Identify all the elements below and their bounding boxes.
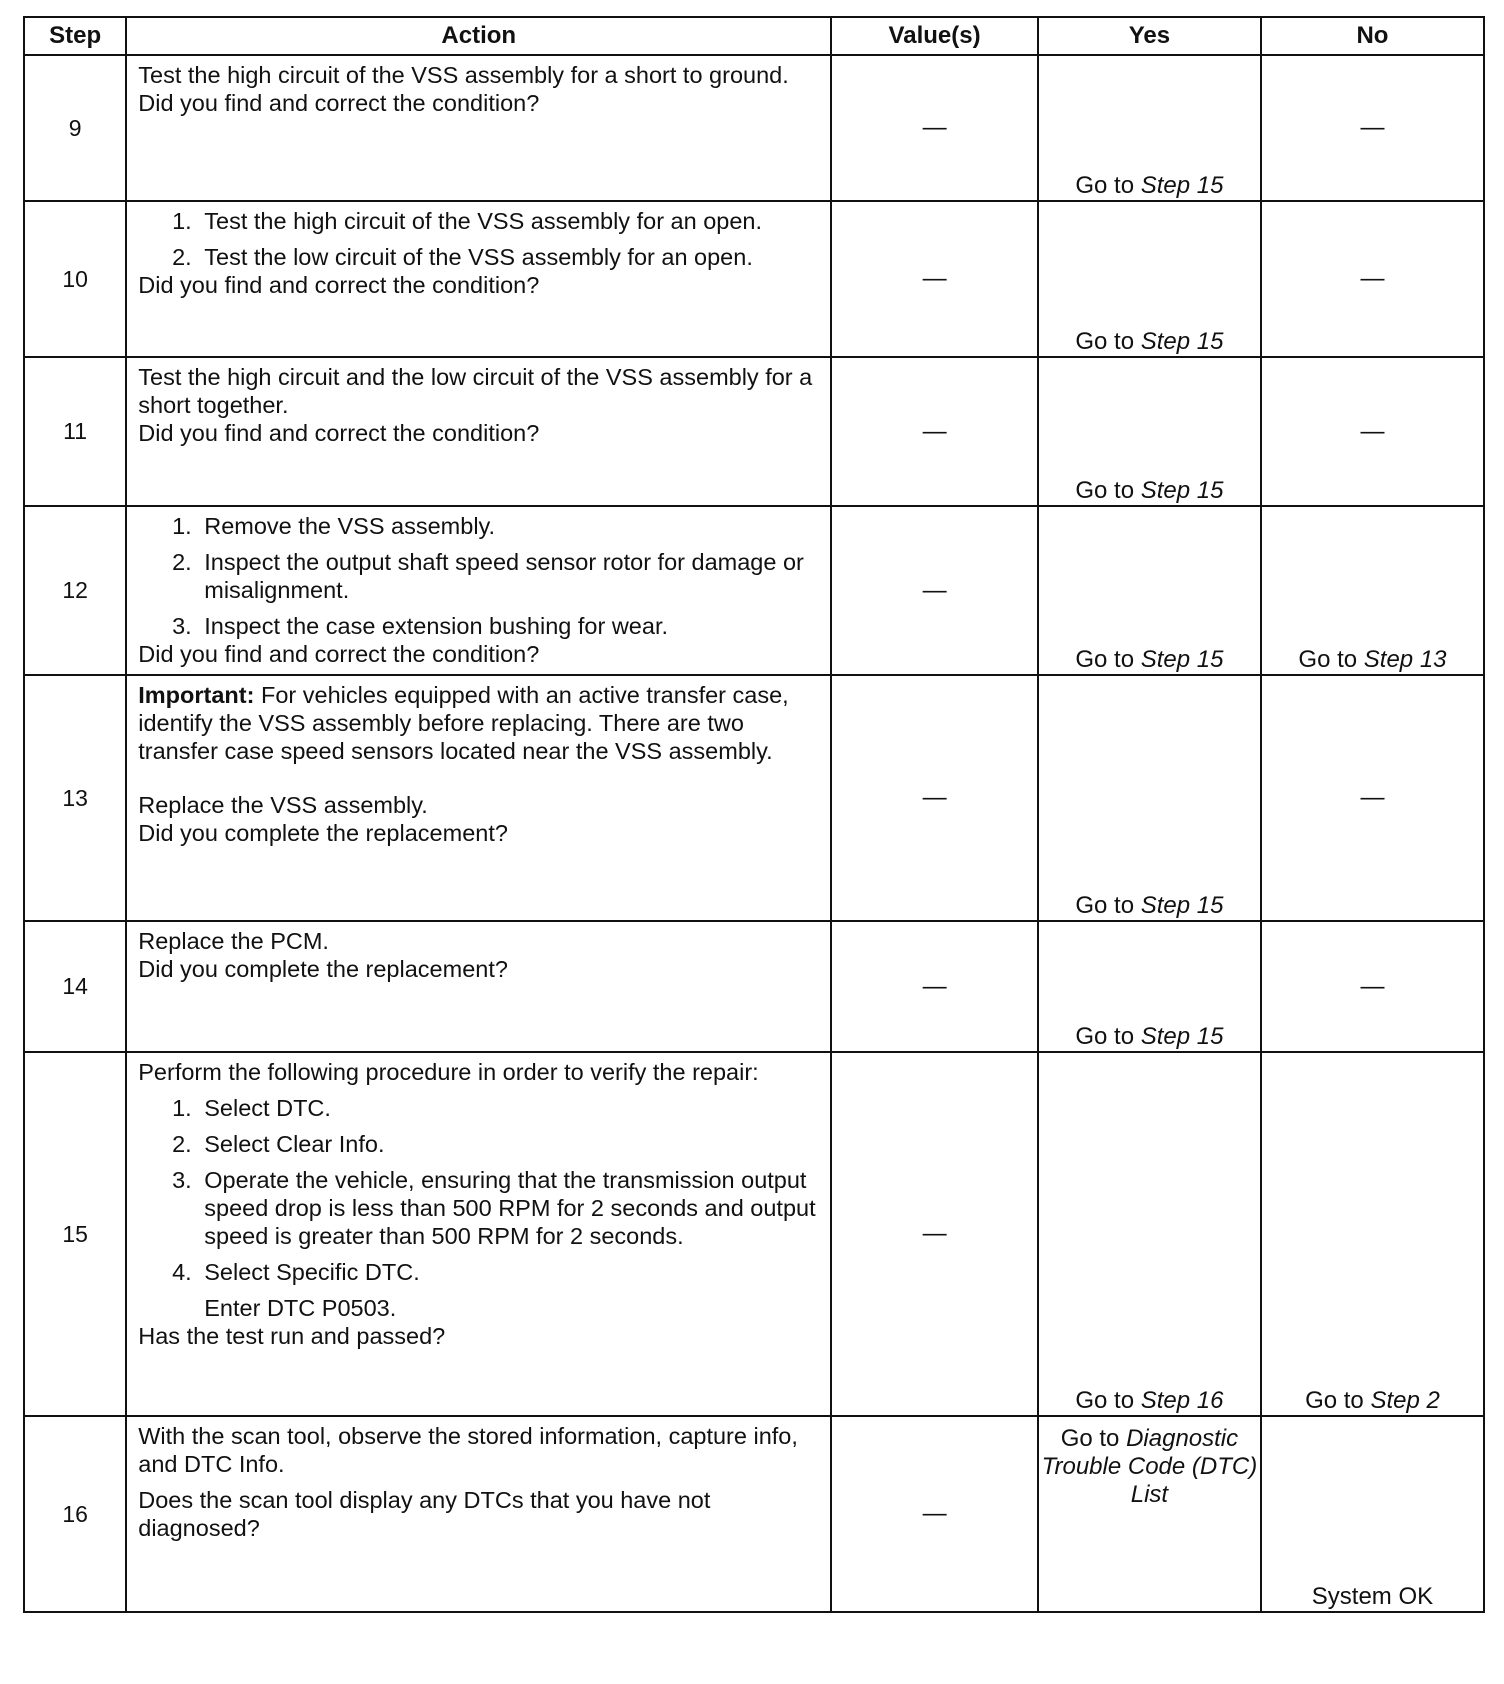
yes-cell xyxy=(1038,1416,1261,1612)
action-list-item: 4. Select Specific DTC. xyxy=(198,1258,820,1286)
action-text: Perform the following procedure in order to verify the repair: xyxy=(138,1059,759,1085)
important-note xyxy=(138,681,820,765)
yes-cell xyxy=(1038,675,1261,921)
header-step: Step xyxy=(24,17,126,55)
action-list xyxy=(138,207,820,271)
yes-link[interactable]: Step 15 xyxy=(1140,477,1224,504)
value-cell: — xyxy=(831,55,1038,201)
value-cell: — xyxy=(831,921,1038,1052)
table-row xyxy=(24,506,1484,675)
no-cell: System OK xyxy=(1261,1416,1484,1612)
step-number: 10 xyxy=(24,201,126,357)
yes-prefix: Go to xyxy=(1075,646,1135,673)
value-cell: — xyxy=(831,201,1038,357)
action-list-item: 2. Inspect the output shaft speed sensor rotor for damage or misalignment. xyxy=(198,548,820,604)
yes-prefix: Go to xyxy=(1060,1425,1120,1452)
action-question: Did you find and correct the condition? xyxy=(138,420,540,446)
action-list-item: 2. Test the low circuit of the VSS assembly for an open. xyxy=(198,243,820,271)
header-no: No xyxy=(1261,17,1484,55)
no-cell: — xyxy=(1261,357,1484,506)
yes-prefix: Go to xyxy=(1075,477,1135,504)
yes-link[interactable]: Step 15 xyxy=(1140,328,1224,355)
action-question: Did you find and correct the condition? xyxy=(138,90,540,116)
no-cell: — xyxy=(1261,921,1484,1052)
action-list-item: 1. Remove the VSS assembly. xyxy=(198,512,820,540)
action-text: Replace the PCM. xyxy=(138,928,329,954)
yes-cell xyxy=(1038,357,1261,506)
no-cell: — xyxy=(1261,675,1484,921)
table-row xyxy=(24,357,1484,506)
action-extra: Enter DTC P0503. xyxy=(204,1295,397,1321)
table-header-row xyxy=(24,17,1484,55)
yes-prefix: Go to xyxy=(1075,172,1135,199)
value-cell: — xyxy=(831,357,1038,506)
yes-link[interactable]: Step 15 xyxy=(1140,1023,1224,1050)
action-cell xyxy=(126,357,831,506)
header-values: Value(s) xyxy=(831,17,1038,55)
step-number: 16 xyxy=(24,1416,126,1612)
action-cell xyxy=(126,55,831,201)
action-text: Test the high circuit and the low circuit of the VSS assembly for a short together. xyxy=(138,364,813,418)
action-text: Test the high circuit of the VSS assembly for a short to ground. xyxy=(138,62,789,88)
step-number: 15 xyxy=(24,1052,126,1416)
diagnostic-table xyxy=(23,16,1485,1613)
table-row xyxy=(24,921,1484,1052)
table-row xyxy=(24,55,1484,201)
no-cell xyxy=(1261,506,1484,675)
yes-link[interactable]: Diagnostic Trouble Code (DTC) List xyxy=(1041,1425,1258,1508)
action-list xyxy=(138,1094,820,1286)
step-number: 13 xyxy=(24,675,126,921)
action-cell xyxy=(126,1052,831,1416)
step-number: 12 xyxy=(24,506,126,675)
no-link[interactable]: Step 2 xyxy=(1370,1387,1440,1414)
no-cell: — xyxy=(1261,201,1484,357)
action-question: Did you find and correct the condition? xyxy=(138,641,540,667)
yes-cell xyxy=(1038,1052,1261,1416)
action-question: Has the test run and passed? xyxy=(138,1323,446,1349)
value-cell: — xyxy=(831,675,1038,921)
action-cell xyxy=(126,506,831,675)
important-label: Important: xyxy=(138,682,255,708)
yes-link[interactable]: Step 16 xyxy=(1140,1387,1224,1414)
action-list xyxy=(138,512,820,640)
table-row xyxy=(24,1416,1484,1612)
action-cell xyxy=(126,201,831,357)
step-number: 11 xyxy=(24,357,126,506)
table-row xyxy=(24,201,1484,357)
yes-link[interactable]: Step 15 xyxy=(1140,892,1224,919)
action-list-item: 3. Inspect the case extension bushing for wear. xyxy=(198,612,820,640)
no-cell: — xyxy=(1261,55,1484,201)
table-row xyxy=(24,675,1484,921)
action-list-item: 2. Select Clear Info. xyxy=(198,1130,820,1158)
yes-link[interactable]: Step 15 xyxy=(1140,172,1224,199)
step-number: 14 xyxy=(24,921,126,1052)
yes-link[interactable]: Step 15 xyxy=(1140,646,1224,673)
action-cell xyxy=(126,1416,831,1612)
action-cell xyxy=(126,675,831,921)
action-question: Did you find and correct the condition? xyxy=(138,272,540,298)
action-question: Does the scan tool display any DTCs that you have not diagnosed? xyxy=(138,1487,711,1541)
yes-prefix: Go to xyxy=(1075,1023,1135,1050)
value-cell: — xyxy=(831,1416,1038,1612)
important-text: For vehicles equipped with an active transfer case, identify the VSS assembly before replacing. There are two transfer case speed sensors located near the VSS assembly. xyxy=(138,682,789,764)
table-row xyxy=(24,1052,1484,1416)
action-text: Replace the VSS assembly. xyxy=(138,792,428,818)
no-prefix: Go to xyxy=(1298,646,1358,673)
yes-prefix: Go to xyxy=(1075,892,1135,919)
step-number: 9 xyxy=(24,55,126,201)
yes-cell xyxy=(1038,201,1261,357)
yes-cell xyxy=(1038,55,1261,201)
no-cell xyxy=(1261,1052,1484,1416)
action-question: Did you complete the replacement? xyxy=(138,820,508,846)
no-prefix: Go to xyxy=(1305,1387,1364,1414)
header-action: Action xyxy=(126,17,831,55)
value-cell: — xyxy=(831,1052,1038,1416)
action-text: With the scan tool, observe the stored information, capture info, and DTC Info. xyxy=(138,1423,798,1477)
action-question: Did you complete the replacement? xyxy=(138,956,508,982)
action-list-item: 1. Test the high circuit of the VSS assembly for an open. xyxy=(198,207,820,235)
action-list-item: 3. Operate the vehicle, ensuring that the transmission output speed drop is less than 500 RPM for 2 seconds and output speed is greater than 500 RPM for 2 seconds. xyxy=(198,1166,820,1250)
value-cell: — xyxy=(831,506,1038,675)
action-list-item: 1. Select DTC. xyxy=(198,1094,820,1122)
yes-prefix: Go to xyxy=(1075,328,1135,355)
header-yes: Yes xyxy=(1038,17,1261,55)
no-link[interactable]: Step 13 xyxy=(1363,646,1447,673)
yes-prefix: Go to xyxy=(1075,1387,1135,1414)
yes-cell xyxy=(1038,921,1261,1052)
action-cell xyxy=(126,921,831,1052)
yes-cell xyxy=(1038,506,1261,675)
